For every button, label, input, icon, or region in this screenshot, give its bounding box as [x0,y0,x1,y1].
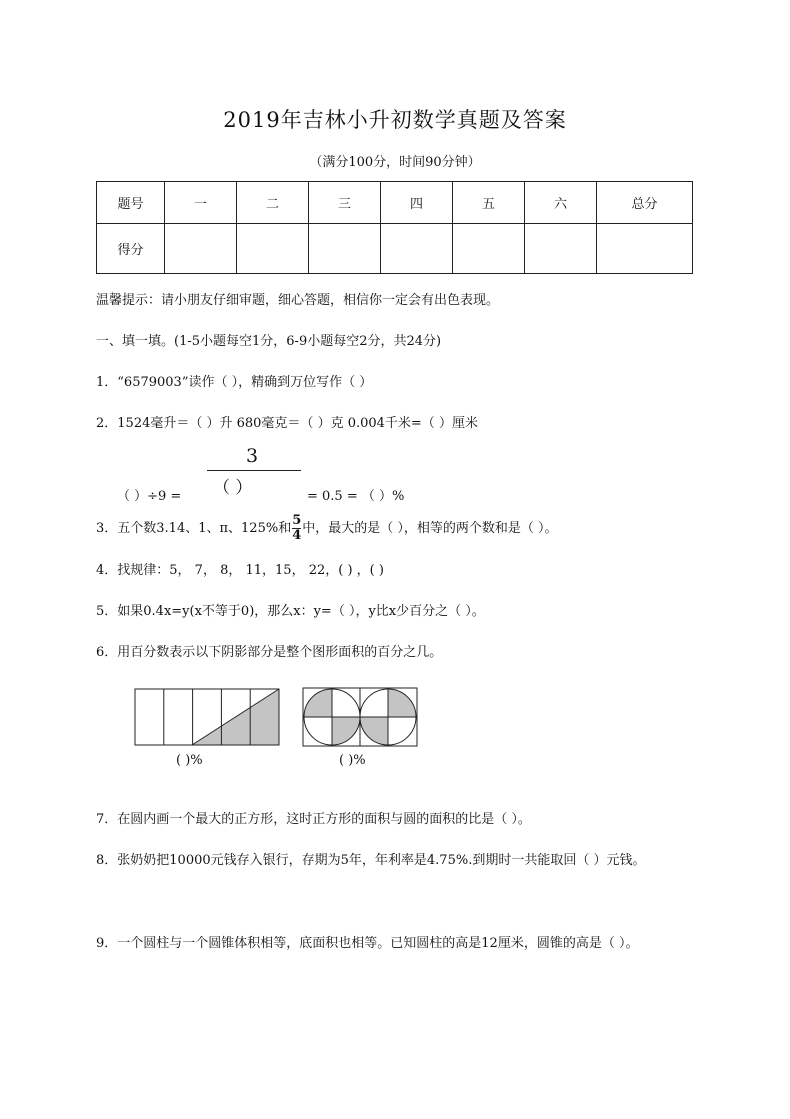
score-header-cell: 一 [165,182,237,224]
question-3-prefix: 3．五个数3.14、1、π、125%和 [96,521,292,536]
score-header-cell: 三 [309,182,381,224]
score-cell[interactable] [165,224,237,274]
score-cell[interactable] [453,224,525,274]
question-5: 5．如果0.4x=y(x不等于0)，那么x：y=（ ），y比x少百分之（ ）。 [96,604,485,619]
question-3-suffix: 中，最大的是（ ），相等的两个数和是（ ）。 [302,521,558,536]
figure-two-circles [302,687,418,747]
question-4: 4．找规律：5， 7， 8， 11，15， 22，( ) ，( ) [96,563,384,578]
score-header-cell: 题号 [97,182,165,224]
question-7: 7．在圆内画一个最大的正方形，这时正方形的面积与圆的面积的比是（ ）。 [96,812,531,827]
fraction-left-text: （ ）÷9 = [117,489,182,504]
score-header-cell: 五 [453,182,525,224]
question-9: 9．一个圆柱与一个圆锥体积相等，底面积也相等。已知圆柱的高是12厘米，圆锥的高是（ ）。 [96,936,639,951]
figure-2-answer-label: ( )% [339,753,366,768]
page-subtitle: （满分100分，时间90分钟） [309,155,481,170]
question-3 [96,514,558,543]
score-table-score-row [97,224,693,274]
section-heading: 一、填一填。(1-5小题每空1分，6-9小题每空2分，共24分) [96,334,442,349]
score-header-cell: 总分 [597,182,693,224]
fraction-bar [207,470,301,471]
inline-fraction-denominator: 4 [292,528,302,543]
score-header-cell: 二 [237,182,309,224]
figure-rectangle-triangle [134,688,280,746]
score-row-label: 得分 [97,224,165,274]
tip-text: 温馨提示：请小朋友仔细审题，细心答题，相信你一定会有出色表现。 [96,293,500,308]
score-cell[interactable] [597,224,693,274]
figure-1-answer-label: ( )% [176,753,203,768]
question-8: 8．张奶奶把10000元钱存入银行，存期为5年，年利率是4.75%.到期时一共能取回（ ）元钱。 [96,853,646,868]
inline-fraction [292,514,301,543]
question-2: 2．1524毫升＝（ ）升 680毫克＝（ ）克 0.004千米=（ ）厘米 [96,416,478,431]
fraction-denominator: （ ） [213,478,253,498]
score-cell[interactable] [237,224,309,274]
score-cell[interactable] [309,224,381,274]
fraction-numerator: 3 [246,445,259,467]
inline-fraction-numerator: 5 [292,513,302,528]
question-6: 6．用百分数表示以下阴影部分是整个图形面积的百分之几。 [96,645,443,660]
question-1: 1．“6579003”读作（ ），精确到万位写作（ ） [96,375,373,390]
fraction-right-text: = 0.5 = （ ）% [307,489,405,504]
score-table-header-row [97,182,693,224]
score-table [96,181,693,274]
page-title: 2019年吉林小升初数学真题及答案 [223,108,567,132]
score-cell[interactable] [381,224,453,274]
score-header-cell: 四 [381,182,453,224]
score-cell[interactable] [525,224,597,274]
score-header-cell: 六 [525,182,597,224]
